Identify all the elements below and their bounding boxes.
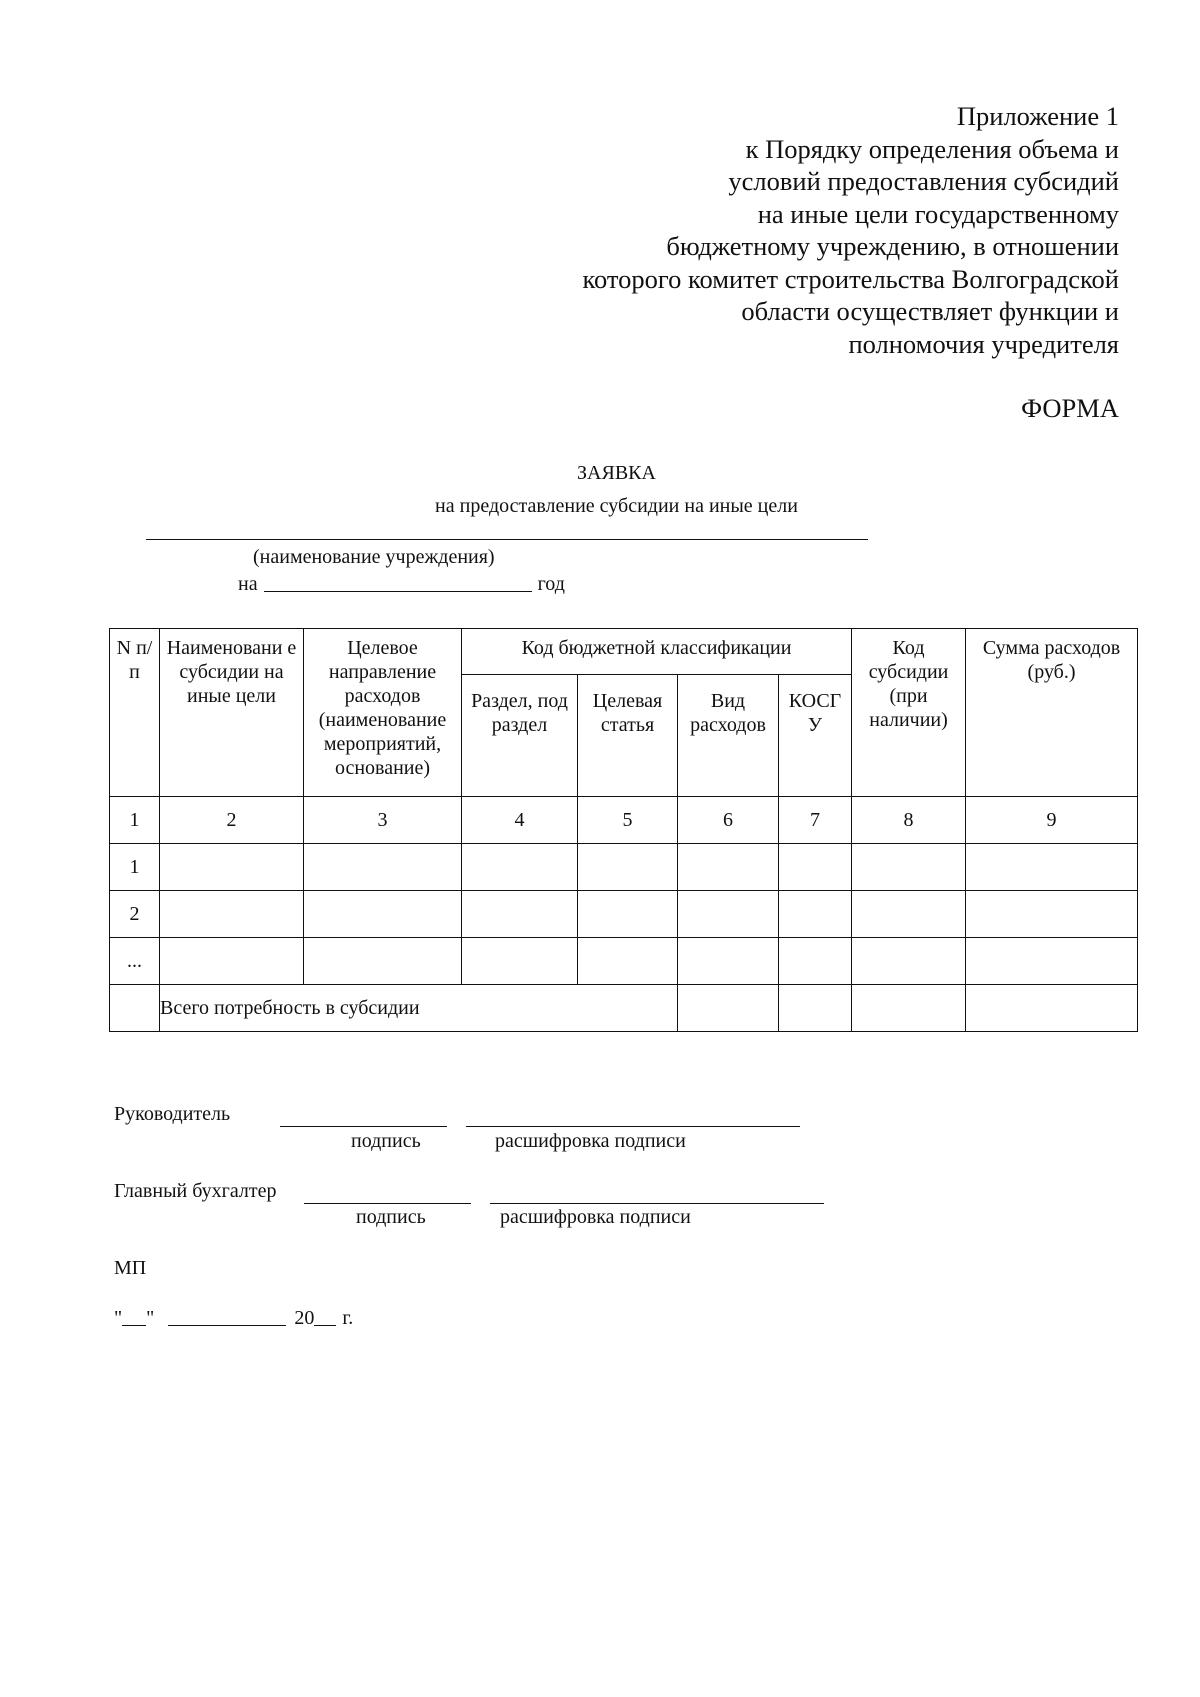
table-cell[interactable] [462,891,578,938]
total-row [110,985,1138,1032]
signature-caption: подпись [356,1206,426,1228]
column-number: 7 [779,797,852,844]
year-field[interactable] [264,590,532,592]
header-budget-code: Код бюджетной классификации [462,629,852,675]
header-subsidy-name: Наименовани е субсидии на иные цели [160,629,304,797]
header-expense-type: Вид расходов [678,675,779,797]
head-transcript-field[interactable] [466,1126,800,1127]
column-number-row [110,797,1138,844]
head-label: Руководитель [114,1103,231,1125]
table-cell[interactable] [852,844,966,891]
table-cell[interactable] [779,844,852,891]
appendix-line: области осуществляет функции и [741,296,1119,326]
header-kosgu: КОСГ У [779,675,852,797]
appendix-line: которого комитет строительства Волгоградской [582,263,1119,294]
table-cell[interactable] [678,844,779,891]
column-number: 3 [304,797,462,844]
year-suffix: год [537,573,565,595]
total-label: Всего потребность в субсидии [160,985,678,1032]
header-section: Раздел, под раздел [462,675,578,797]
form-label: ФОРМА [1021,393,1119,423]
institution-name-field[interactable] [146,539,868,540]
table-cell[interactable] [779,938,852,985]
table-cell[interactable] [966,985,1138,1032]
row-number: ... [110,938,160,985]
table-cell[interactable] [678,985,779,1032]
table-cell[interactable] [160,891,304,938]
table-cell[interactable] [578,844,678,891]
table-cell[interactable] [852,985,966,1032]
date-quote-close: " [146,1307,155,1329]
table-cell[interactable] [304,891,462,938]
table-cell[interactable] [160,844,304,891]
table-row [110,844,1138,891]
request-title: ЗАЯВКА [577,462,656,484]
table-row [110,891,1138,938]
column-number: 9 [966,797,1138,844]
header-number: N п/п [110,629,160,797]
table-cell [110,985,160,1032]
appendix-line: на иные цели государственному [757,198,1119,229]
table-cell[interactable] [852,938,966,985]
table-cell[interactable] [966,891,1138,938]
stamp-label: МП [114,1257,147,1279]
table-cell[interactable] [578,938,678,985]
column-number: 6 [678,797,779,844]
table-cell[interactable] [578,891,678,938]
table-row [110,938,1138,985]
table-cell[interactable] [966,938,1138,985]
appendix-line: к Порядку определения объема и [745,133,1119,164]
column-number: 5 [578,797,678,844]
signature-caption: подпись [351,1130,421,1152]
header-row [110,629,1138,675]
year-prefix: на [238,573,258,595]
institution-caption: (наименование учреждения) [253,546,495,568]
month-field[interactable] [168,1324,286,1326]
head-signature-field[interactable] [280,1126,447,1127]
year-row [238,573,565,596]
appendix-header [419,100,1119,360]
date-suffix: г. [342,1307,354,1329]
table-cell[interactable] [779,985,852,1032]
subsidy-table [109,628,1138,1032]
column-number: 2 [160,797,304,844]
appendix-line: полномочия учредителя [848,328,1119,359]
header-target-direction: Целевое направление расходов (наименование мероприятий, основание) [304,629,462,797]
date-quote-open: " [114,1307,123,1329]
date-century: 20 [294,1307,315,1329]
table-cell[interactable] [304,938,462,985]
header-expense-sum: Сумма расходов (руб.) [966,629,1138,797]
table-cell[interactable] [462,938,578,985]
column-number: 1 [110,797,160,844]
column-number: 8 [852,797,966,844]
day-field[interactable] [122,1324,146,1326]
appendix-line: Приложение 1 [956,101,1119,131]
table-cell[interactable] [678,891,779,938]
table-cell[interactable] [779,891,852,938]
transcript-caption: расшифровка подписи [495,1130,686,1152]
header-subsidy-code: Код субсидии (при наличии) [852,629,966,797]
header-target-article: Целевая статья [578,675,678,797]
table-cell[interactable] [462,844,578,891]
transcript-caption: расшифровка подписи [500,1206,691,1228]
column-number: 4 [462,797,578,844]
appendix-line: условий предоставления субсидий [728,166,1119,196]
year-digits-field[interactable] [314,1324,336,1326]
row-number: 1 [110,844,160,891]
table-cell[interactable] [852,891,966,938]
table-cell[interactable] [304,844,462,891]
table-cell[interactable] [160,938,304,985]
date-row [114,1307,353,1330]
row-number: 2 [110,891,160,938]
appendix-line: бюджетному учреждению, в отношении [666,231,1119,261]
table-cell[interactable] [966,844,1138,891]
table-cell[interactable] [678,938,779,985]
accountant-transcript-field[interactable] [490,1203,824,1204]
accountant-label: Главный бухгалтер [114,1180,277,1202]
request-subtitle: на предоставление субсидии на иные цели [435,495,798,517]
accountant-signature-field[interactable] [304,1203,471,1204]
